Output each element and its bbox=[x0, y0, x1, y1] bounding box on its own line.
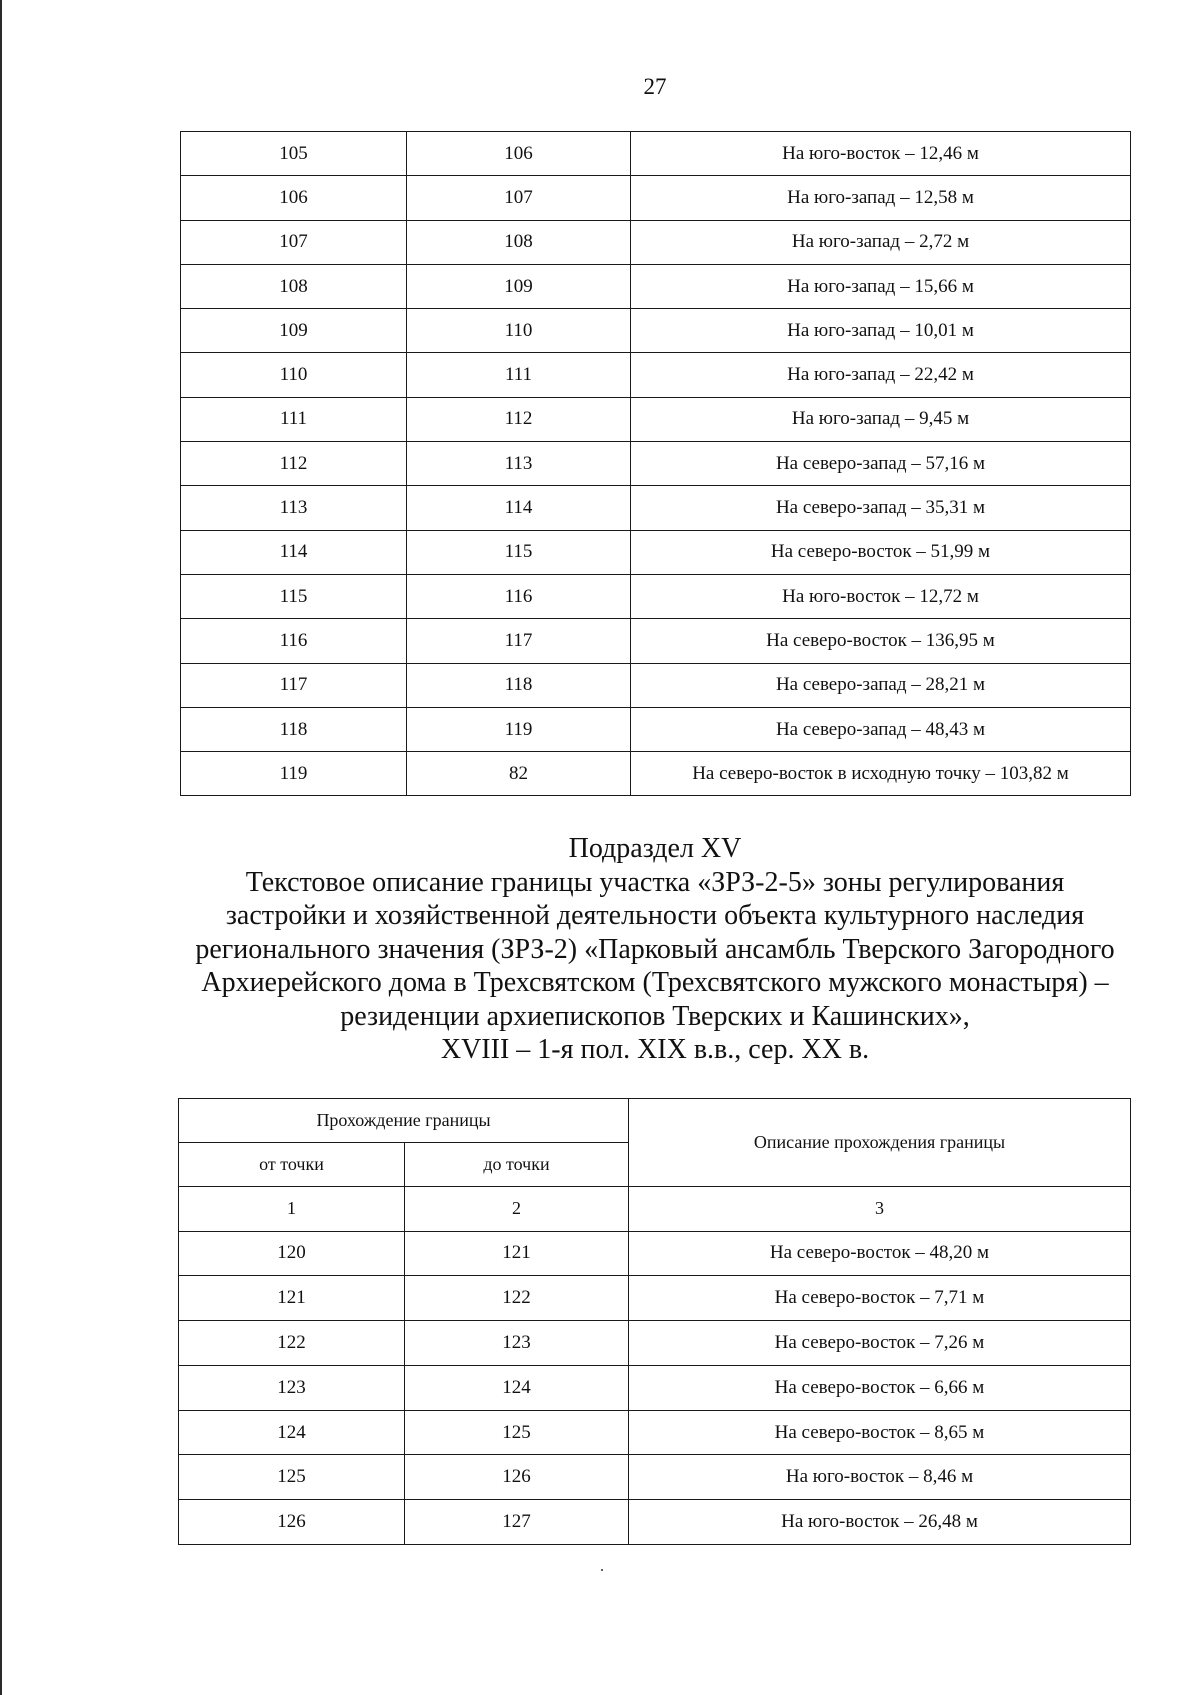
to-point-cell: 112 bbox=[407, 397, 631, 441]
table-row bbox=[179, 1410, 1131, 1455]
table-row bbox=[181, 220, 1131, 264]
description-cell: На северо-восток – 136,95 м bbox=[631, 619, 1131, 663]
column-number: 2 bbox=[405, 1187, 629, 1232]
heading-line: резиденции архиепископов Тверских и Кашинских», bbox=[340, 1000, 970, 1032]
table-row bbox=[181, 132, 1131, 176]
description-cell: На северо-запад – 48,43 м bbox=[631, 707, 1131, 751]
description-cell: На юго-запад – 15,66 м bbox=[631, 264, 1131, 308]
heading-line: XVIII – 1-я пол. XIX в.в., сер. XX в. bbox=[440, 1034, 870, 1065]
table-row bbox=[179, 1276, 1131, 1321]
table-row bbox=[181, 530, 1131, 574]
column-number-row bbox=[179, 1187, 1131, 1232]
description-cell: На северо-восток – 48,20 м bbox=[629, 1231, 1131, 1276]
description-cell: На северо-восток – 51,99 м bbox=[631, 530, 1131, 574]
to-point-cell: 127 bbox=[405, 1500, 629, 1545]
to-point-cell: 122 bbox=[405, 1276, 629, 1321]
description-cell: На юго-восток – 8,46 м bbox=[629, 1455, 1131, 1500]
table-body bbox=[179, 1187, 1131, 1545]
table-row bbox=[179, 1455, 1131, 1500]
table-row bbox=[181, 752, 1131, 796]
from-point-cell: 120 bbox=[179, 1231, 405, 1276]
description-cell: На северо-восток – 7,26 м bbox=[629, 1321, 1131, 1366]
header-row bbox=[179, 1099, 1131, 1143]
description-cell: На юго-запад – 9,45 м bbox=[631, 397, 1131, 441]
to-point-cell: 113 bbox=[407, 442, 631, 486]
heading-line: регионального значения (ЗРЗ-2) «Парковый ансамбль Тверского Загородного bbox=[195, 933, 1115, 965]
page-number: 27 bbox=[643, 74, 667, 99]
description-cell: На юго-восток – 12,72 м bbox=[631, 574, 1131, 618]
from-point-cell: 105 bbox=[181, 132, 407, 176]
to-point-cell: 109 bbox=[407, 264, 631, 308]
to-point-cell: 126 bbox=[405, 1455, 629, 1500]
table-row bbox=[181, 397, 1131, 441]
from-point-cell: 112 bbox=[181, 442, 407, 486]
description-cell: На северо-запад – 35,31 м bbox=[631, 486, 1131, 530]
from-point-cell: 119 bbox=[181, 752, 407, 796]
subsection-heading bbox=[150, 832, 1160, 1067]
column-number: 1 bbox=[179, 1187, 405, 1232]
to-point-cell: 115 bbox=[407, 530, 631, 574]
from-point-cell: 124 bbox=[179, 1410, 405, 1455]
from-point-cell: 125 bbox=[179, 1455, 405, 1500]
table-row bbox=[181, 619, 1131, 663]
from-point-cell: 113 bbox=[181, 486, 407, 530]
from-point-cell: 123 bbox=[179, 1365, 405, 1410]
to-point-cell: 111 bbox=[407, 353, 631, 397]
from-point-cell: 107 bbox=[181, 220, 407, 264]
table-row bbox=[179, 1500, 1131, 1545]
description-cell: На северо-восток в исходную точку – 103,82 м bbox=[631, 752, 1131, 796]
heading-line: Текстовое описание границы участка «ЗРЗ-2-5» зоны регулирования bbox=[245, 866, 1065, 898]
column-number: 3 bbox=[629, 1187, 1131, 1232]
scan-edge bbox=[0, 0, 2, 1695]
boundary-table-continued bbox=[180, 131, 1131, 796]
header-from-point: от точки bbox=[179, 1143, 405, 1187]
to-point-cell: 116 bbox=[407, 574, 631, 618]
to-point-cell: 124 bbox=[405, 1365, 629, 1410]
to-point-cell: 125 bbox=[405, 1410, 629, 1455]
table-row bbox=[181, 663, 1131, 707]
subsection-title: Подраздел XV bbox=[568, 833, 742, 864]
from-point-cell: 117 bbox=[181, 663, 407, 707]
table-row bbox=[181, 486, 1131, 530]
description-cell: На северо-восток – 7,71 м bbox=[629, 1276, 1131, 1321]
to-point-cell: 123 bbox=[405, 1321, 629, 1366]
from-point-cell: 114 bbox=[181, 530, 407, 574]
table-row bbox=[181, 574, 1131, 618]
from-point-cell: 121 bbox=[179, 1276, 405, 1321]
description-cell: На северо-восток – 8,65 м bbox=[629, 1410, 1131, 1455]
from-point-cell: 116 bbox=[181, 619, 407, 663]
description-cell: На юго-восток – 12,46 м bbox=[631, 132, 1131, 176]
table-row bbox=[179, 1231, 1131, 1276]
to-point-cell: 110 bbox=[407, 309, 631, 353]
header-description: Описание прохождения границы bbox=[629, 1099, 1131, 1187]
heading-line: застройки и хозяйственной деятельности объекта культурного наследия bbox=[225, 900, 1085, 931]
to-point-cell: 107 bbox=[407, 176, 631, 220]
table-row bbox=[181, 442, 1131, 486]
header-to-point: до точки bbox=[405, 1143, 629, 1187]
boundary-table-zrz-2-5 bbox=[178, 1098, 1131, 1545]
header-group: Прохождение границы bbox=[179, 1099, 629, 1143]
to-point-cell: 108 bbox=[407, 220, 631, 264]
to-point-cell: 121 bbox=[405, 1231, 629, 1276]
table-header bbox=[179, 1099, 1131, 1187]
description-cell: На юго-запад – 10,01 м bbox=[631, 309, 1131, 353]
table-row bbox=[179, 1365, 1131, 1410]
heading-line: Архиерейского дома в Трехсвятском (Трехсвятского мужского монастыря) – bbox=[201, 967, 1109, 998]
to-point-cell: 117 bbox=[407, 619, 631, 663]
description-cell: На северо-восток – 6,66 м bbox=[629, 1365, 1131, 1410]
table-row bbox=[179, 1321, 1131, 1366]
table-row bbox=[181, 264, 1131, 308]
description-cell: На юго-запад – 2,72 м bbox=[631, 220, 1131, 264]
from-point-cell: 118 bbox=[181, 707, 407, 751]
table-row bbox=[181, 353, 1131, 397]
to-point-cell: 119 bbox=[407, 707, 631, 751]
from-point-cell: 110 bbox=[181, 353, 407, 397]
table-row bbox=[181, 309, 1131, 353]
description-cell: На юго-запад – 22,42 м bbox=[631, 353, 1131, 397]
table-row bbox=[181, 176, 1131, 220]
to-point-cell: 114 bbox=[407, 486, 631, 530]
from-point-cell: 108 bbox=[181, 264, 407, 308]
description-cell: На юго-восток – 26,48 м bbox=[629, 1500, 1131, 1545]
description-cell: На юго-запад – 12,58 м bbox=[631, 176, 1131, 220]
to-point-cell: 118 bbox=[407, 663, 631, 707]
from-point-cell: 109 bbox=[181, 309, 407, 353]
from-point-cell: 122 bbox=[179, 1321, 405, 1366]
description-cell: На северо-запад – 28,21 м bbox=[631, 663, 1131, 707]
from-point-cell: 106 bbox=[181, 176, 407, 220]
to-point-cell: 82 bbox=[407, 752, 631, 796]
table-row bbox=[181, 707, 1131, 751]
scan-speck bbox=[601, 1569, 603, 1571]
table-body bbox=[181, 132, 1131, 796]
from-point-cell: 115 bbox=[181, 574, 407, 618]
description-cell: На северо-запад – 57,16 м bbox=[631, 442, 1131, 486]
from-point-cell: 126 bbox=[179, 1500, 405, 1545]
from-point-cell: 111 bbox=[181, 397, 407, 441]
to-point-cell: 106 bbox=[407, 132, 631, 176]
